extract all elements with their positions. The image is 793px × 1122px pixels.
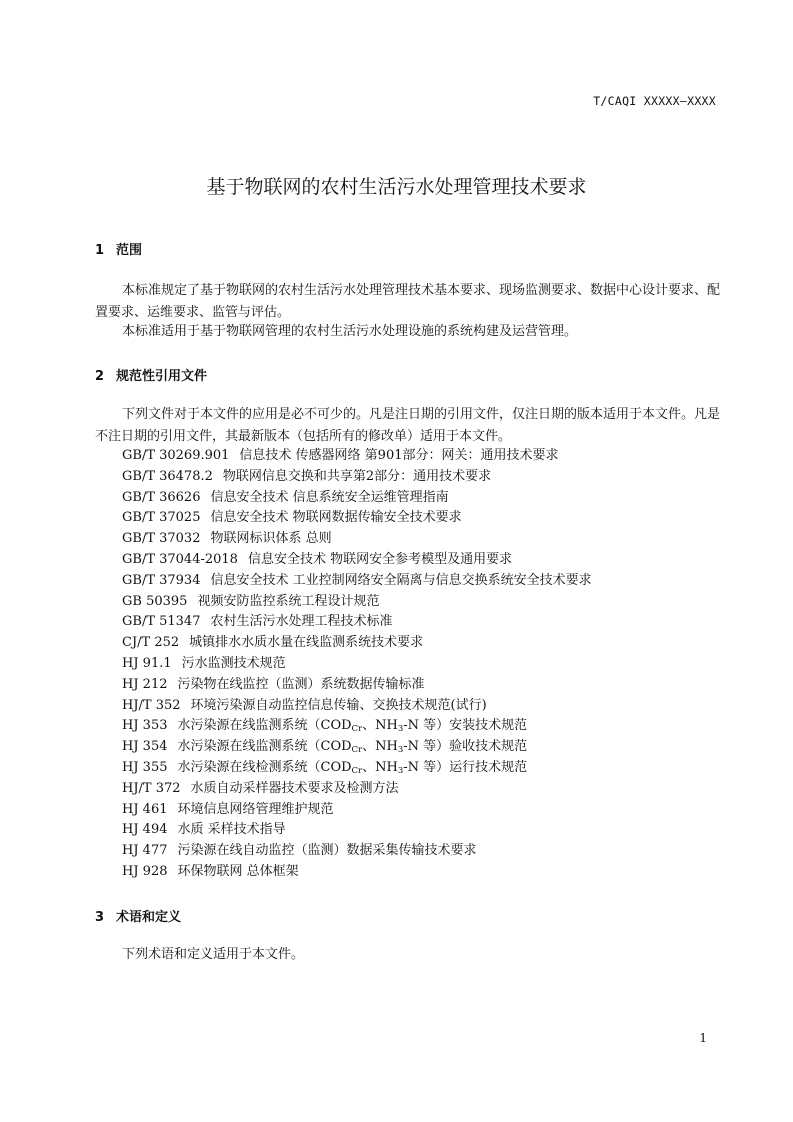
reference-item (122, 716, 592, 737)
reference-item (122, 779, 592, 800)
reference-title: 污水监测技术规范 (181, 655, 286, 671)
title-text: -N 等）验收技术规范 (403, 739, 528, 755)
reference-title: 污染源在线自动监控（监测）数据采集传输技术要求 (177, 843, 477, 859)
subscript-text: 3 (397, 724, 404, 735)
reference-code: HJ/T 352 (122, 697, 181, 713)
reference-item (122, 633, 592, 654)
section-1-heading (95, 239, 142, 258)
reference-item (122, 675, 592, 696)
reference-item (122, 467, 592, 488)
subscript-text: 3 (397, 745, 404, 756)
title-text: 水污染源在线检测系统（COD (177, 759, 352, 775)
reference-title: 农村生活污水处理工程技术标准 (210, 614, 393, 630)
reference-code: HJ 91.1 (122, 655, 172, 671)
section-title: 范围 (116, 243, 143, 258)
reference-item (122, 654, 592, 675)
page-number: 1 (699, 1031, 707, 1045)
reference-item (122, 571, 592, 592)
reference-item (122, 550, 592, 571)
reference-code: GB 50395 (122, 593, 188, 609)
section-number: 2 (95, 369, 105, 384)
reference-item (122, 508, 592, 529)
subscript-text: 3 (397, 765, 404, 776)
reference-title: 视频安防监控系统工程设计规范 (197, 593, 380, 609)
reference-code: HJ 928 (122, 863, 168, 879)
title-text: 水污染源在线监测系统（COD (177, 739, 352, 755)
title-text: 、NH (362, 718, 398, 734)
reference-code: HJ 212 (122, 676, 168, 692)
document-code: T/CAQI XXXXX—XXXX (593, 94, 716, 108)
reference-item (122, 862, 592, 883)
reference-title: 水质自动采样器技术要求及检测方法 (190, 780, 399, 796)
subscript-text: Cr (351, 765, 363, 776)
references-intro-paragraph: 下列文件对于本文件的应用是必不可少的。凡是注日期的引用文件，仅注日期的版本适用于本文件。凡是不注日期的引用文件，其最新版本（包括所有的修改单）适用于本文件。 (95, 407, 721, 444)
reference-code: GB/T 30269.901 (122, 448, 230, 463)
reference-title: 环境信息网络管理维护规范 (177, 801, 334, 817)
section-number: 3 (95, 910, 105, 925)
reference-code: GB/T 51347 (122, 614, 201, 630)
reference-code: HJ/T 372 (122, 780, 181, 796)
reference-code: GB/T 37934 (122, 572, 201, 588)
reference-title: 信息安全技术 工业控制网络安全隔离与信息交换系统安全技术要求 (210, 572, 592, 588)
reference-item (122, 446, 592, 467)
reference-title: 物联网信息交换和共享第2部分：通用技术要求 (222, 468, 492, 484)
reference-item (122, 488, 592, 509)
reference-title: 信息安全技术 物联网安全参考模型及通用要求 (247, 551, 513, 567)
reference-code: CJ/T 252 (122, 635, 180, 651)
reference-item (122, 592, 592, 613)
reference-item (122, 800, 592, 821)
section-2-heading (95, 365, 207, 384)
reference-code: HJ 353 (122, 718, 168, 734)
reference-code: GB/T 36478.2 (122, 468, 213, 484)
scope-paragraph-1: 本标准规定了基于物联网的农村生活污水处理管理技术基本要求、现场监测要求、数据中心设计要求、配置要求、运维要求、监管与评估。 (95, 283, 721, 320)
section-number: 1 (95, 243, 105, 258)
reference-code: GB/T 37032 (122, 531, 201, 547)
section-title: 术语和定义 (116, 910, 182, 925)
reference-item (122, 841, 592, 862)
reference-title: 物联网标识体系 总则 (210, 531, 332, 547)
reference-title: 城镇排水水质水量在线监测系统技术要求 (189, 635, 424, 651)
subscript-text: Cr (351, 745, 363, 756)
reference-title (178, 718, 528, 733)
title-text: -N 等）安装技术规范 (403, 718, 528, 734)
reference-item (122, 696, 592, 717)
reference-title: 环境污染源自动监控信息传输、交换技术规范(试行) (190, 697, 487, 713)
reference-code: GB/T 37025 (122, 510, 201, 526)
section-title: 规范性引用文件 (116, 369, 208, 384)
scope-paragraph-2: 本标准适用于基于物联网管理的农村生活污水处理设施的系统构建及运营管理。 (122, 324, 578, 339)
reference-item (122, 612, 592, 633)
reference-title: 信息技术 传感器网络 第901部分：网关：通用技术要求 (239, 448, 559, 463)
reference-item (122, 529, 592, 550)
reference-code: HJ 355 (122, 759, 168, 775)
reference-item (122, 737, 592, 758)
reference-code: HJ 461 (122, 801, 168, 817)
title-text: -N 等）运行技术规范 (403, 759, 528, 775)
reference-item (122, 758, 592, 779)
section-3-heading (95, 906, 181, 925)
reference-code: HJ 477 (122, 843, 168, 859)
title-text: 水污染源在线监测系统（COD (177, 718, 352, 734)
reference-title: 信息安全技术 信息系统安全运维管理指南 (210, 489, 449, 505)
reference-code: GB/T 36626 (122, 489, 201, 505)
title-text: 、NH (362, 739, 398, 755)
reference-code: HJ 494 (122, 822, 168, 838)
reference-item (122, 820, 592, 841)
reference-title: 环保物联网 总体框架 (177, 863, 299, 879)
title-text: 、NH (362, 759, 398, 775)
reference-title: 污染物在线监控（监测）系统数据传输标准 (177, 676, 425, 692)
subscript-text: Cr (351, 724, 363, 735)
reference-title: 水质 采样技术指导 (177, 822, 286, 838)
reference-list (122, 446, 592, 883)
reference-code: HJ 354 (122, 739, 168, 755)
reference-code: GB/T 37044-2018 (122, 551, 238, 567)
reference-title: 信息安全技术 物联网数据传输安全技术要求 (210, 510, 462, 526)
terms-intro-paragraph: 下列术语和定义适用于本文件。 (122, 947, 305, 962)
document-title: 基于物联网的农村生活污水处理管理技术要求 (206, 176, 587, 198)
reference-title (178, 739, 528, 754)
reference-title (178, 760, 528, 775)
